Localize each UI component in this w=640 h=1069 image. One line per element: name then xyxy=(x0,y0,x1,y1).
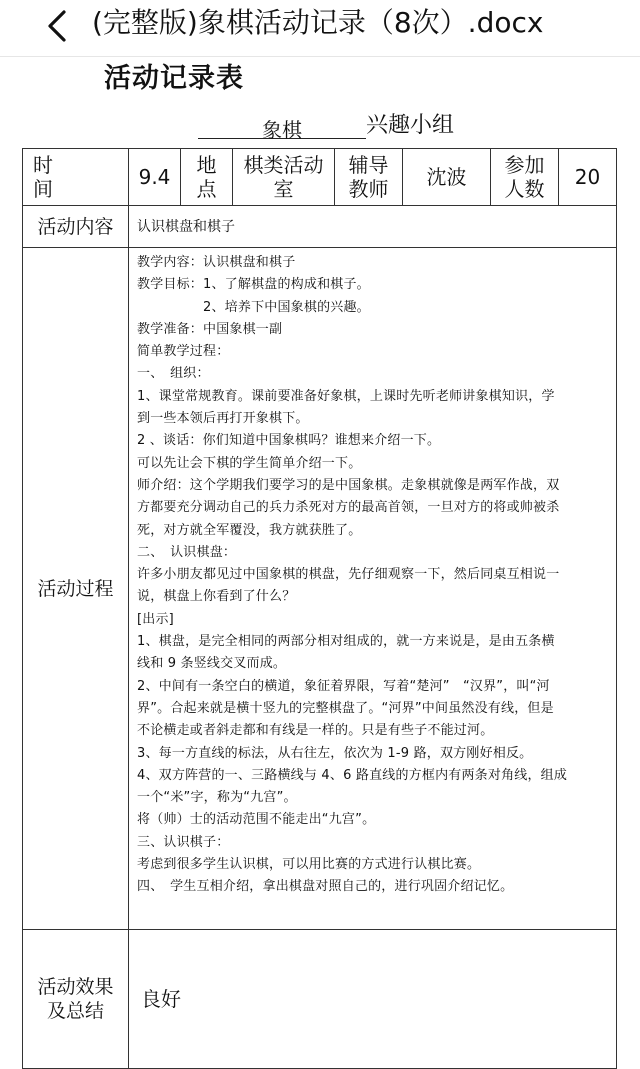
process-line: 说，棋盘上你看到了什么？ xyxy=(137,589,296,605)
process-line: 一个“米”字，称为“九宫”。 xyxy=(137,790,297,806)
result-label-cell xyxy=(23,930,129,1069)
teacher-label-text: 辅导教师 xyxy=(348,153,389,201)
place-value-cell xyxy=(233,149,335,206)
time-label-text: 时间 xyxy=(33,153,53,201)
process-line: 界”。合起来就是横十竖九的完整棋盘了。“河界”中间虽然没有线，但是 xyxy=(137,700,554,716)
place-value-text: 棋类活动室 xyxy=(243,153,324,201)
process-line: 考虑到很多学生认识棋，可以用比赛的方式进行认棋比赛。 xyxy=(137,857,481,873)
content-label: 活动内容 xyxy=(23,206,129,248)
process-line: 线和 9 条竖线交叉而成。 xyxy=(137,656,287,672)
process-line: 到一些本领后再打开象棋下。 xyxy=(137,411,309,427)
process-row xyxy=(23,248,617,930)
process-line: 二、 认识棋盘： xyxy=(137,544,237,560)
teacher-label-cell xyxy=(335,149,403,206)
process-line: 许多小朋友都见过中国象棋的棋盘，先仔细观察一下，然后同桌互相说一 xyxy=(137,567,560,583)
time-value-text: 9.4 xyxy=(138,165,171,189)
process-line: 2 、谈话：你们知道中国象棋吗？谁想来介绍一下。 xyxy=(137,433,441,449)
activity-record-grid xyxy=(22,148,617,1069)
place-label-text: 地点 xyxy=(196,153,217,201)
process-line: 方都要充分调动自己的兵力杀死对方的最高首领，一旦对方的将或帅被杀 xyxy=(137,500,560,516)
result-value: 良好 xyxy=(129,930,617,1069)
process-line: 3、每一方直线的标法，从右往左，依次为 1-9 路，双方刚好相反。 xyxy=(137,745,533,761)
process-label: 活动过程 xyxy=(23,248,129,930)
process-line: 师介绍：这个学期我们要学习的是中国象棋。走象棋就像是两军作战，双 xyxy=(137,477,560,493)
process-line: 简单教学过程： xyxy=(137,344,230,360)
document-title: (完整版)象棋活动记录（8次）.docx xyxy=(92,6,544,39)
top-bar xyxy=(0,0,640,57)
process-line: 1、课堂常规教育。课前要准备好象棋，上课时先听老师讲象棋知识，学 xyxy=(137,388,555,404)
group-suffix: 兴趣小组 xyxy=(366,113,455,138)
document-heading: 活动记录表 xyxy=(104,63,244,94)
process-line: 死，对方就全军覆没，我方就获胜了。 xyxy=(137,522,362,538)
process-line: [出示] xyxy=(137,611,174,627)
process-line: 2、培养下中国象棋的兴趣。 xyxy=(137,299,370,315)
teacher-value-cell xyxy=(403,149,491,206)
time-label-cell xyxy=(23,149,129,206)
info-row-grid xyxy=(23,149,617,206)
group-name-line xyxy=(198,104,474,140)
teacher-value-text: 沈波 xyxy=(426,165,467,189)
result-row xyxy=(23,930,617,1069)
process-line: 将（帅）士的活动范围不能走出“九宫”。 xyxy=(137,812,376,828)
process-line: 2、中间有一条空白的横道，象征着界限，写着“楚河” “汉界”，叫“河 xyxy=(137,678,550,694)
process-line: 4、双方阵营的一、三路横线与 4、6 路直线的方框内有两条对角线，组成 xyxy=(137,767,568,783)
process-line: 教学内容：认识棋盘和棋子 xyxy=(137,255,296,270)
count-value-cell xyxy=(559,149,617,206)
process-line: 教学目标：1、了解棋盘的构成和棋子。 xyxy=(137,277,370,293)
process-line: 不论横走或者斜走都和有线是一样的。只是有些子不能过河。 xyxy=(137,723,494,739)
group-subject: 象棋 xyxy=(262,118,302,142)
process-line: 可以先让会下棋的学生简单介绍一下。 xyxy=(137,455,362,471)
count-value-text: 20 xyxy=(574,165,601,189)
count-label-text: 参加人数 xyxy=(504,153,545,201)
process-line: 一、 组织： xyxy=(137,366,210,382)
process-line: 教学准备：中国象棋一副 xyxy=(137,321,283,337)
process-line: 三、认识棋子： xyxy=(137,834,230,850)
content-value: 认识棋盘和棋子 xyxy=(129,206,617,248)
process-content xyxy=(129,248,617,930)
place-label-cell xyxy=(181,149,233,206)
count-label-cell xyxy=(491,149,559,206)
content-row xyxy=(23,206,617,248)
time-value-cell xyxy=(129,149,181,206)
back-chevron-icon[interactable] xyxy=(38,6,78,46)
process-line: 1、棋盘，是完全相同的两部分相对组成的，就一方来说是，是由五条横 xyxy=(137,634,555,650)
result-label-text: 活动效果及总结 xyxy=(37,976,114,1022)
process-line: 四、 学生互相介绍，拿出棋盘对照自己的，进行巩固介绍记忆。 xyxy=(137,879,514,895)
